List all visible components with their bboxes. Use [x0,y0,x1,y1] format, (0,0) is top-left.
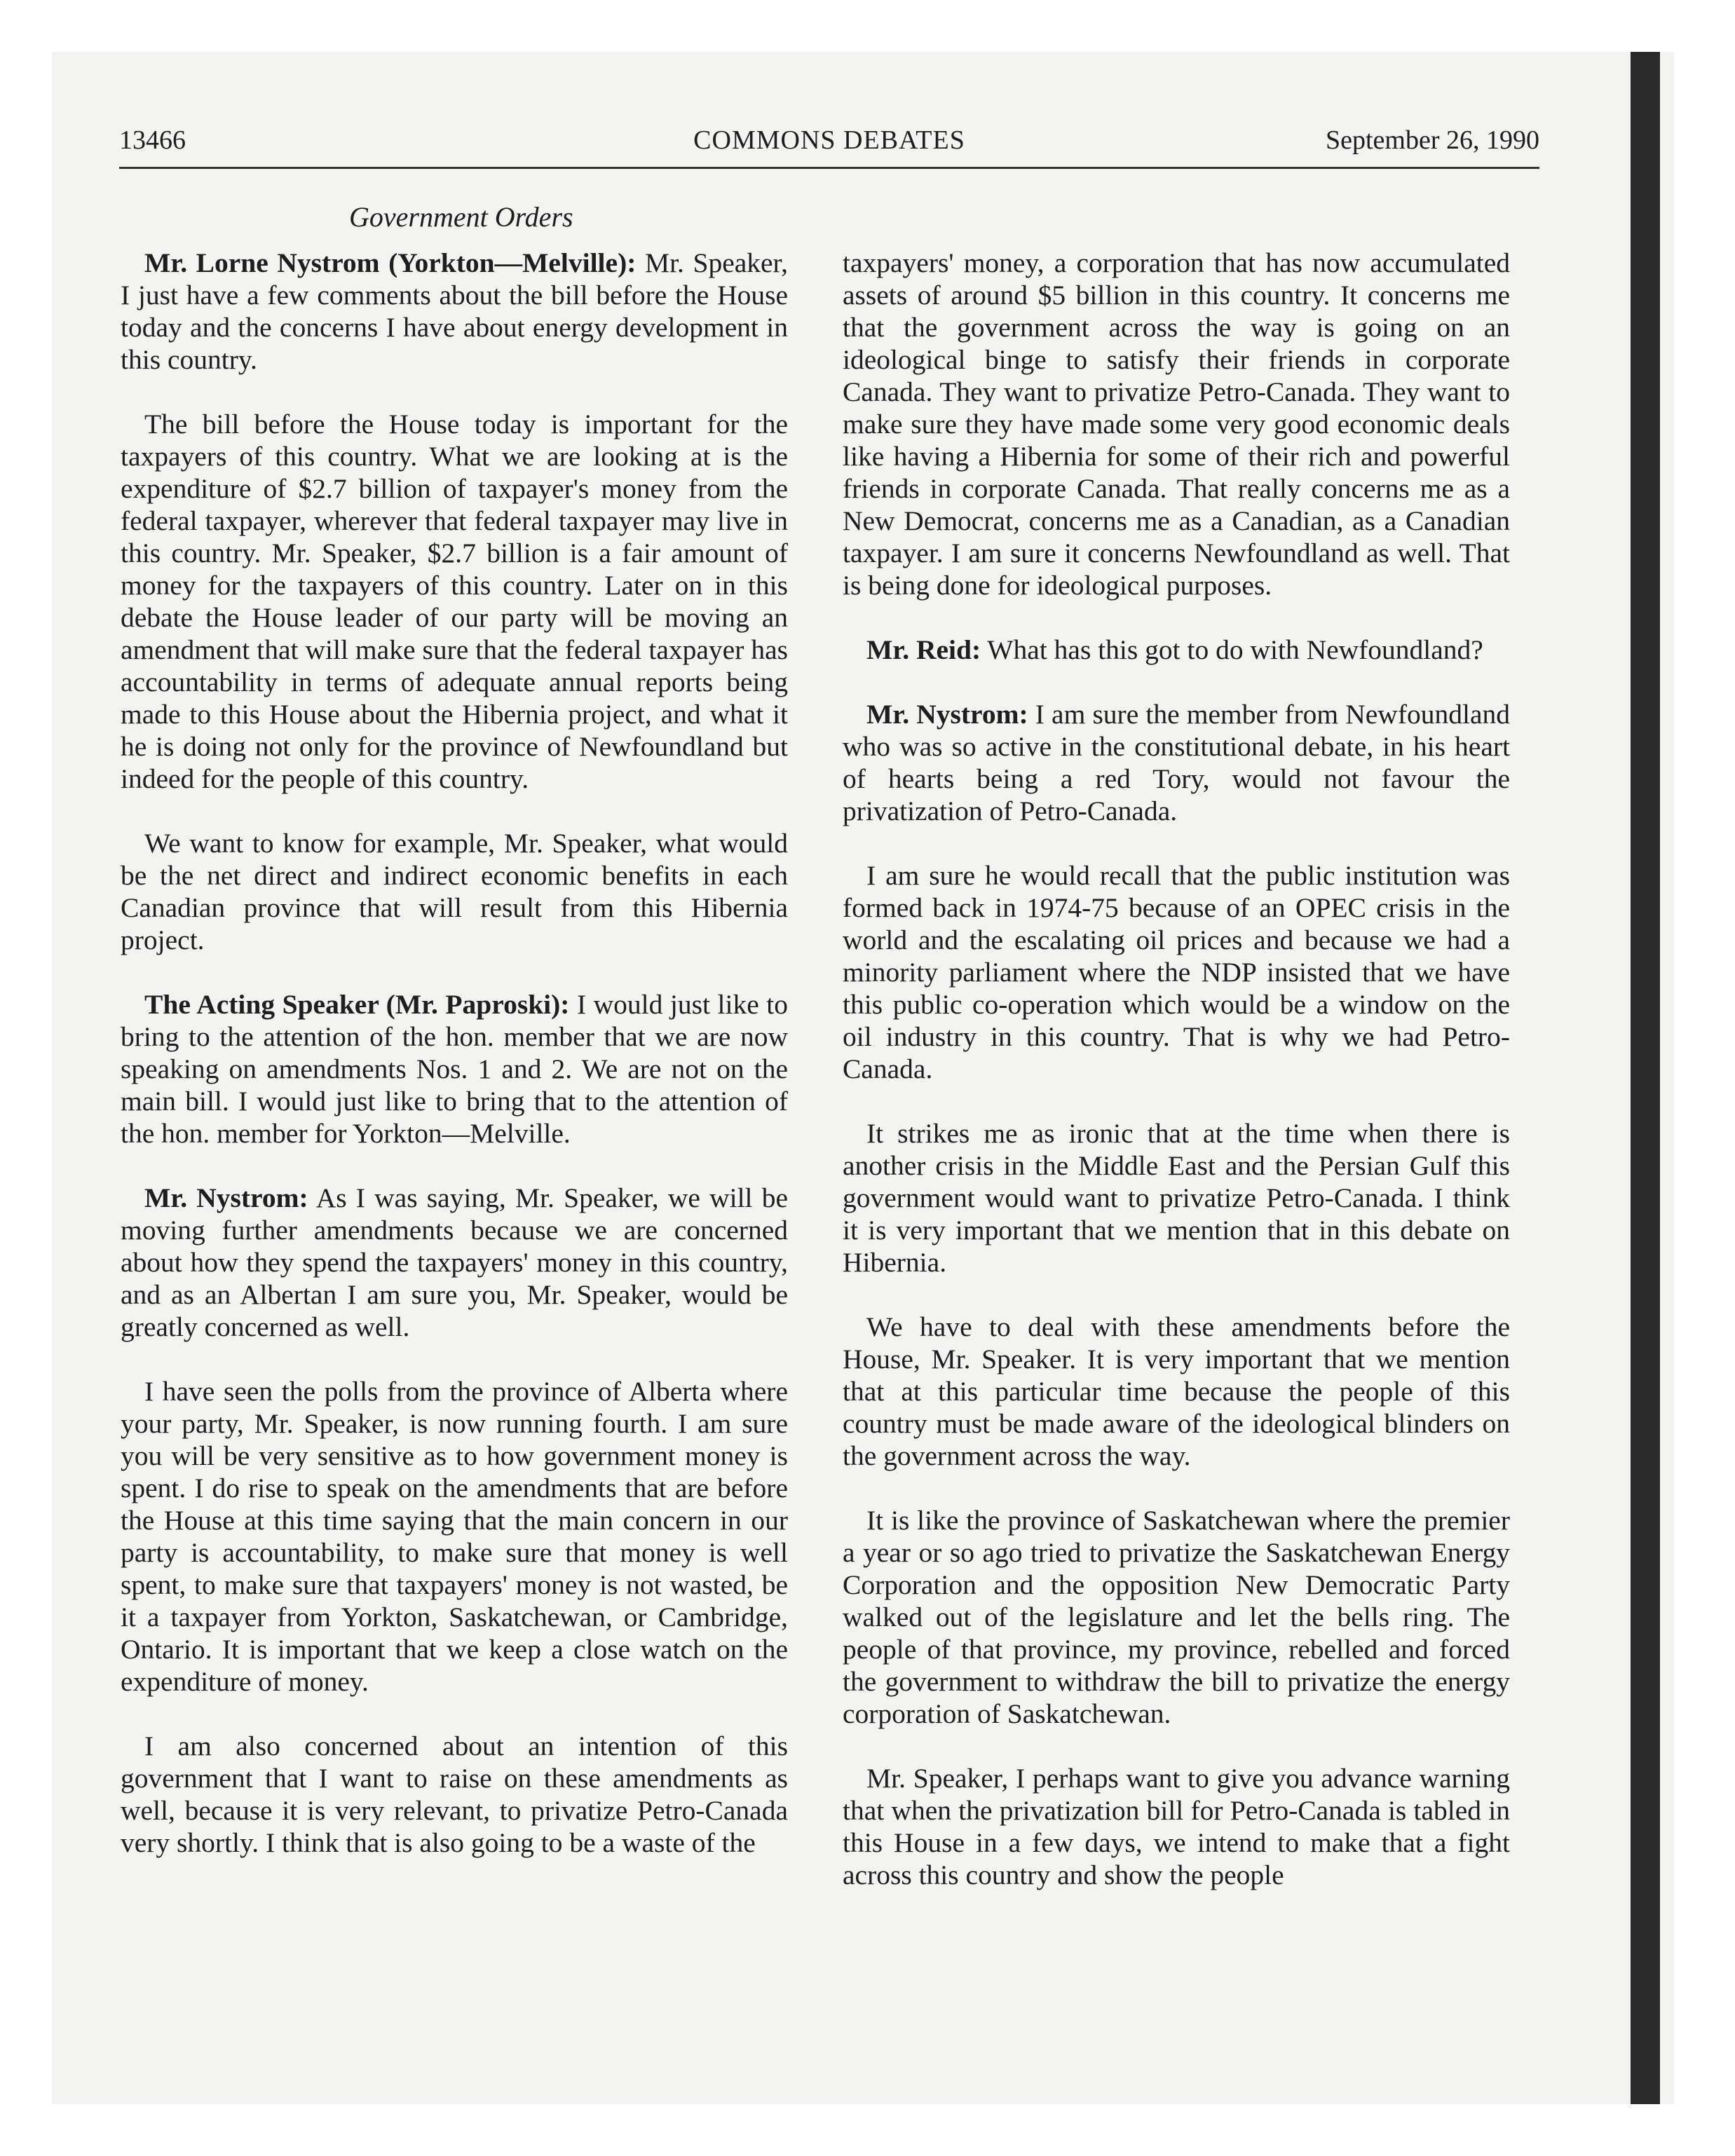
paragraph-text: We have to deal with these amendments before the House, Mr. Speaker. It is very important that we mention that at this particular time because the people of this country must be made aware of the ideological blinders on the government across the way. [843,1311,1510,1471]
left-column [121,247,788,1859]
page-date: September 26, 1990 [1325,125,1539,155]
paragraph [843,698,1510,827]
paragraph [843,634,1510,666]
running-head [119,125,1539,167]
speaker-name: Mr. Lorne Nystrom (Yorkton—Melville): [144,247,637,278]
paragraph [121,1182,788,1343]
paragraph [843,247,1510,601]
speaker-name: Mr. Reid: [866,634,981,665]
paragraph-text: I am also concerned about an intention of this government that I want to raise on these amendments as well, because it is very relevant, to privatize Petro-Canada very shortly. I think that is also going to be a waste of the [121,1731,788,1858]
paragraph-text: Mr. Speaker, I just have a few comments about the bill before the House today and the concerns I have about energy development in this country. [121,247,788,375]
paragraph [843,859,1510,1085]
paragraph [121,988,788,1149]
paragraph-text: It is like the province of Saskatchewan where the premier a year or so ago tried to privatize the Saskatchewan Energy Corporation and the opposition New Democratic Party walked out of the legislature and let the bells ring. The people of that province, my province, rebelled and forced the government to withdraw the bill to privatize the energy corporation of Saskatchewan. [843,1505,1510,1729]
speaker-name: Mr. Nystrom: [866,699,1028,730]
paragraph [843,1504,1510,1730]
right-column [843,247,1510,1891]
paragraph-text: I am sure he would recall that the public institution was formed back in 1974-75 because of an OPEC crisis in the world and the escalating oil prices and because we had a minority parliament where the NDP insisted that we have this public co-operation which would be a window on the oil industry in this country. That is why we had Petro-Canada. [843,860,1510,1084]
paragraph [121,408,788,795]
scan-edge-bar [1631,52,1660,2104]
paragraph [121,247,788,376]
paragraph-text: We want to know for example, Mr. Speaker, what would be the net direct and indirect economic benefits in each Canadian province that will result from this Hibernia project. [121,828,788,955]
paragraph-text: taxpayers' money, a corporation that has now accumulated assets of around $5 billion in this country. It concerns me that the government across the way is going on an ideological binge to satisfy their friends in corporate Canada. They want to privatize Petro-Canada. They want to make sure they have made some very good economic deals like having a Hibernia for some of their rich and powerful friends in corporate Canada. That really concerns me as a New Democrat, concerns me as a Canadian, as a Canadian taxpayer. I am sure it concerns Newfoundland as well. That is being done for ideological purposes. [843,247,1510,601]
header-rule [119,167,1539,169]
paragraph [121,1375,788,1698]
paragraph-text: As I was saying, Mr. Speaker, we will be moving further amendments because we are concerned about how they spend the taxpayers' money in this country, and as an Albertan I am sure you, Mr. Speaker, would be greatly concerned as well. [121,1182,788,1342]
speaker-name: The Acting Speaker (Mr. Paproski): [144,989,570,1020]
paragraph [843,1311,1510,1472]
paragraph-text: The bill before the House today is important for the taxpayers of this country. What we are looking at is the expenditure of $2.7 billion of taxpayer's money from the federal taxpayer, wherever that federal taxpayer may live in this country. Mr. Speaker, $2.7 billion is a fair amount of money for the taxpayers of this country. Later on in this debate the House leader of our party will be moving an amendment that will make sure that the federal taxpayer has accountability in terms of adequate annual reports being made to this House about the Hibernia project, and what it he is doing not only for the province of Newfoundland but indeed for the people of this country. [121,409,788,794]
paragraph [843,1762,1510,1891]
paragraph-text: Mr. Speaker, I perhaps want to give you advance warning that when the privatization bill for Petro-Canada is tabled in this House in a few days, we intend to make that a fight across this country and show the people [843,1763,1510,1890]
paragraph-text: It strikes me as ironic that at the time when there is another crisis in the Middle East and the Persian Gulf this government would want to privatize Petro-Canada. I think it is very important that we mention that in this debate on Hibernia. [843,1118,1510,1278]
journal-title: COMMONS DEBATES [693,125,965,155]
paragraph-text: I have seen the polls from the province of Alberta where your party, Mr. Speaker, is now running fourth. I am sure you will be very sensitive as to how government money is spent. I do rise to speak on the amendments that are before the House at this time saying that the main concern in our party is accountability, to make sure that money is well spent, to make sure that taxpayers' money is not wasted, be it a taxpayer from Yorkton, Saskatchewan, or Cambridge, Ontario. It is important that we keep a close watch on the expenditure of money. [121,1376,788,1697]
paragraph-text: I am sure the member from Newfoundland who was so active in the constitutional debate, in his heart of hearts being a red Tory, would not favour the privatization of Petro-Canada. [843,699,1510,826]
section-heading: Government Orders [349,201,573,233]
page-number: 13466 [119,125,186,155]
paragraph-text: I would just like to bring to the attention of the hon. member that we are now speaking on amendments Nos. 1 and 2. We are not on the main bill. I would just like to bring that to the attention of the hon. member for Yorkton—Melville. [121,989,788,1149]
paragraph-text: What has this got to do with Newfoundland? [981,634,1483,665]
paragraph [121,827,788,956]
paragraph [843,1117,1510,1278]
paragraph [121,1730,788,1859]
speaker-name: Mr. Nystrom: [144,1182,308,1213]
